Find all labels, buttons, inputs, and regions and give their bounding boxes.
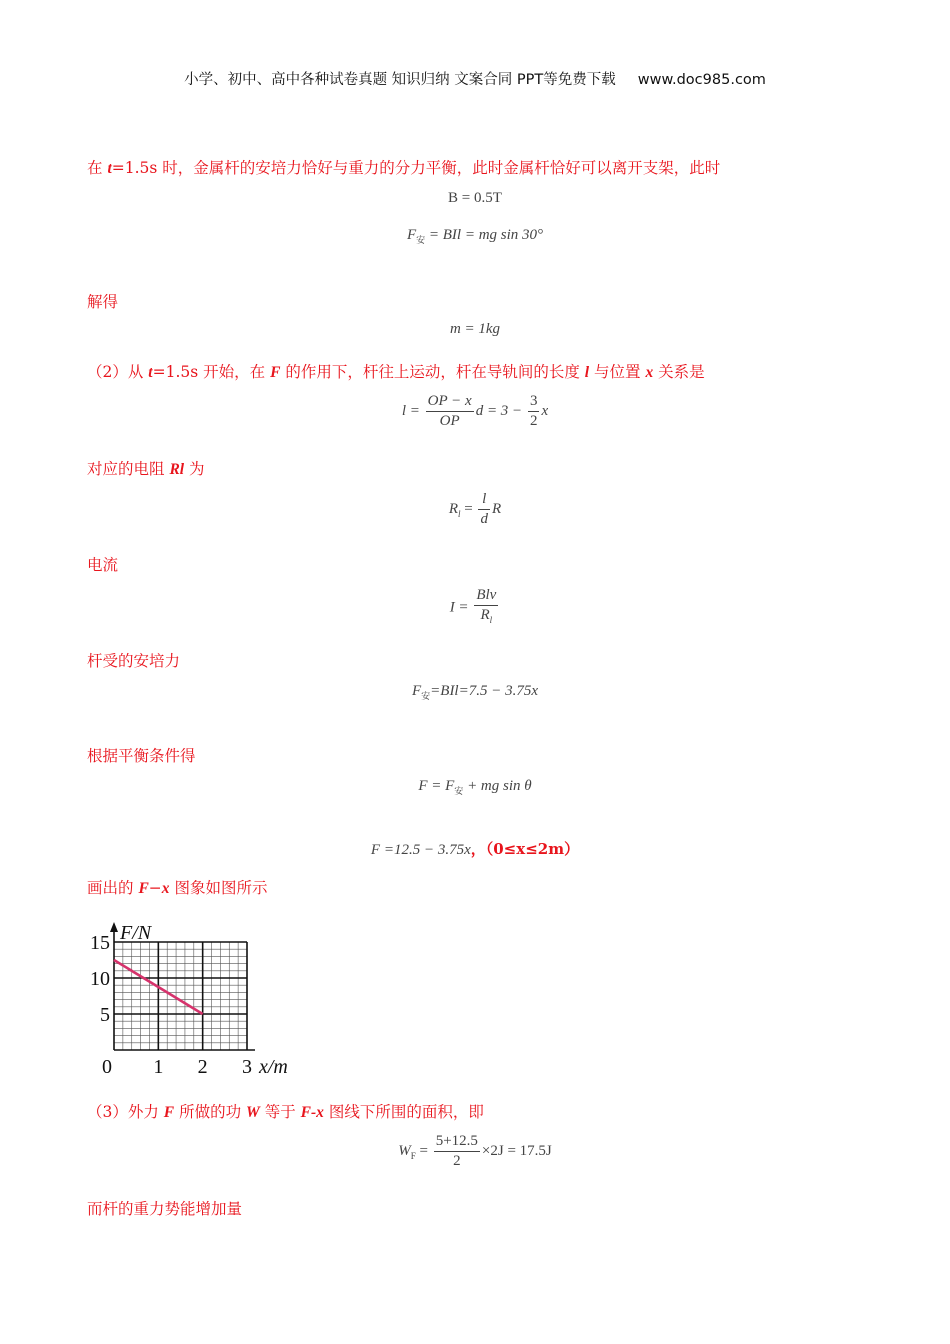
eq-text: F: [406, 227, 417, 243]
y-tick-label: 15: [90, 932, 110, 954]
x-tick-label: 0: [102, 1056, 112, 1078]
text: 的作用下，杆往上运动，杆在导轨间的长度: [280, 363, 585, 381]
eq-text: =: [460, 500, 477, 517]
var: F: [270, 364, 281, 381]
x-tick-label: 3: [242, 1056, 252, 1078]
eq-text: =: [415, 1142, 432, 1159]
var: x: [161, 880, 170, 897]
eq-sub: l: [458, 508, 461, 519]
text: 画出的: [87, 879, 139, 897]
frac: [474, 587, 498, 629]
text-last: 而杆的重力势能增加量: [87, 1200, 243, 1218]
header-site: www.doc985.com: [637, 72, 766, 88]
eq-sub: F: [410, 1150, 416, 1161]
line-1: [87, 156, 720, 178]
den-text: R: [480, 607, 490, 623]
frac-den: 2: [529, 413, 538, 429]
eq-text: = BIl = mg sin 30°: [425, 227, 544, 243]
eq-m: [0, 321, 950, 338]
eq-text: R: [491, 500, 502, 517]
var: F: [163, 1104, 175, 1121]
frac-den: d: [480, 511, 488, 527]
page-header: [0, 68, 950, 89]
eq-text: l =: [401, 402, 424, 419]
var: l: [584, 364, 590, 381]
var: x: [645, 364, 654, 381]
var: t: [148, 364, 153, 381]
eq-B: [0, 190, 950, 207]
fx-chart-svg: [80, 905, 320, 1080]
eq-F3: [0, 778, 950, 797]
eq-text: W: [398, 1142, 411, 1159]
x-tick-label: 1: [153, 1056, 164, 1078]
para-2: [87, 360, 705, 382]
eq-range: ，（0≤x≤2m）: [470, 840, 580, 858]
frac-den: OP: [439, 413, 460, 429]
var: F: [138, 880, 149, 897]
fx-chart: [80, 905, 320, 1080]
text: −: [148, 879, 162, 897]
frac-num: Blv: [474, 587, 498, 606]
eq-sub: 安: [421, 691, 431, 701]
frac-num: OP − x: [426, 393, 474, 412]
eq-text: I =: [449, 599, 473, 616]
var: W: [246, 1104, 260, 1121]
para-3: [87, 1100, 484, 1122]
x-tick-label: 2: [197, 1056, 208, 1078]
eq-text: ×2J = 17.5J: [481, 1142, 552, 1159]
text: 与位置: [589, 363, 646, 381]
eq-text: m = 1kg: [449, 321, 501, 337]
frac-den: 2: [453, 1153, 461, 1169]
text: 对应的电阻: [87, 460, 170, 478]
den-sub: l: [489, 615, 493, 625]
eq-R: [0, 491, 950, 528]
y-axis-arrow: [110, 922, 118, 932]
frac-num: 5+12.5: [434, 1133, 480, 1152]
eq-text: + mg sin θ: [463, 778, 532, 794]
frac-num: 3: [528, 393, 540, 412]
y-tick-label: 5: [100, 1004, 110, 1026]
eq-W: [0, 1133, 950, 1170]
frac-num: l: [478, 491, 490, 510]
eq-text: F: [411, 683, 422, 699]
text-jiede: 解得: [87, 293, 119, 311]
frac: [478, 491, 490, 528]
text: 等于: [259, 1103, 301, 1121]
eq-I: [0, 587, 950, 629]
text-balance: 根据平衡条件得: [87, 747, 196, 765]
eq-text: R: [448, 500, 458, 517]
frac: [434, 1133, 480, 1170]
text-resistance: [87, 457, 205, 479]
eq-F2: [0, 683, 950, 702]
text: 关系是: [653, 363, 705, 381]
eq-F4: [0, 838, 950, 859]
frac: [426, 393, 474, 430]
text: =1.5s 时，金属杆的安培力恰好与重力的分力平衡，此时金属杆恰好可以离开支架，此时: [111, 159, 721, 177]
eq-F1: [0, 227, 950, 246]
text: 为: [184, 460, 205, 478]
text-current: 电流: [87, 556, 119, 574]
text-graph: [87, 876, 267, 898]
eq-sub: 安: [416, 235, 426, 245]
eq-text: =BIl=7.5 − 3.75x: [430, 683, 539, 699]
eq-sub: 安: [454, 786, 464, 796]
frac: [528, 393, 540, 430]
y-tick-label: 10: [90, 968, 110, 990]
text: 在: [87, 159, 108, 177]
text: （3）外力: [87, 1103, 164, 1121]
eq-text: d = 3 −: [475, 402, 526, 419]
text: 图象如图所示: [169, 879, 268, 897]
text: 图线下所围的面积，即: [323, 1103, 484, 1121]
eq-text: F = F: [418, 778, 455, 794]
eq-text: B = 0.5T: [448, 190, 502, 206]
eq-text: F =12.5 − 3.75x: [370, 842, 471, 858]
header-text: 小学、初中、高中各种试卷真题 知识归纳 文案合同 PPT等免费下载: [184, 72, 616, 88]
eq-text: x: [541, 402, 549, 419]
eq-l: [0, 393, 950, 430]
y-axis-label: F/N: [120, 922, 152, 944]
text: 所做的功: [174, 1103, 246, 1121]
var: Rl: [169, 461, 185, 478]
x-axis-label: x/m: [259, 1056, 288, 1078]
frac-den: [474, 606, 498, 629]
text: （2）从: [87, 363, 149, 381]
text: =1.5s 开始，在: [152, 363, 271, 381]
var-t: t: [107, 160, 112, 177]
var: F-x: [300, 1104, 324, 1121]
text-ampere: 杆受的安培力: [87, 652, 181, 670]
